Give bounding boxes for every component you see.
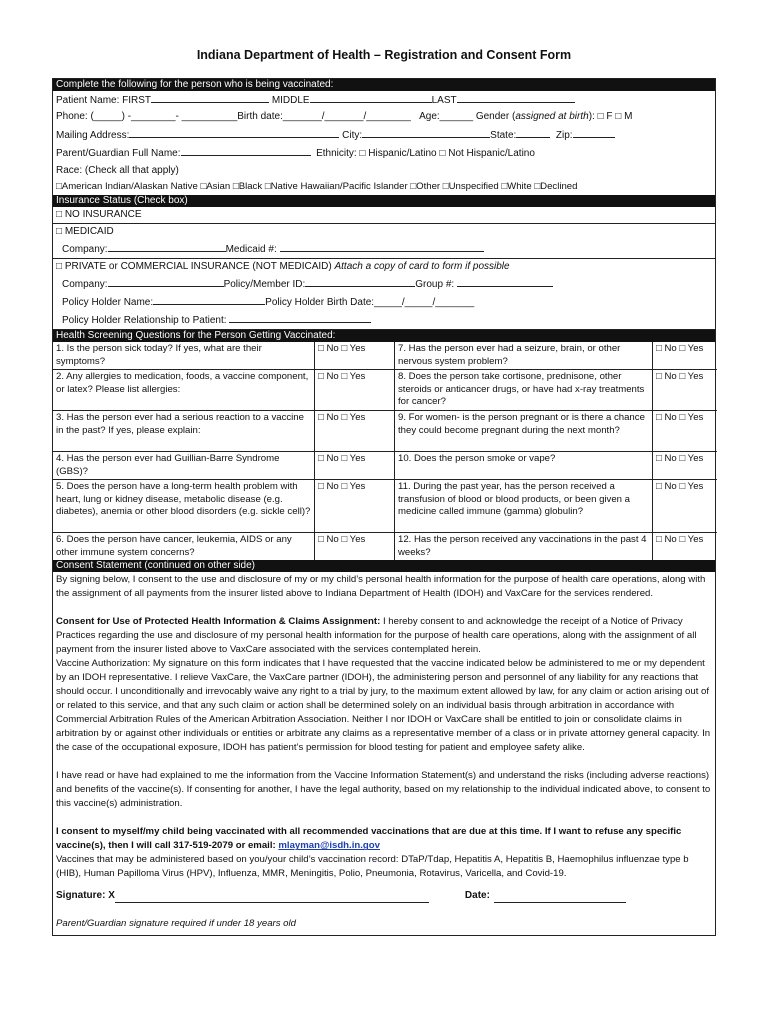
date-field[interactable] <box>494 891 626 903</box>
last-name-label: LAST <box>431 95 457 106</box>
policy-id-label: Policy/Member ID: <box>223 279 306 291</box>
consent-statement <box>56 825 712 853</box>
question-5: 5. Does the person have a long-term health problem with heart, lung or kidney disease, metabolic disease (e.g. diabetes), anemia or other blood disorders (e.g. sickle cell)? <box>53 480 315 533</box>
question-4: 4. Has the person ever had Guillian-Barre Syndrome (GBS)? <box>53 452 315 480</box>
answer-2[interactable]: □ No □ Yes <box>315 370 395 411</box>
phone-row <box>53 109 715 125</box>
state-label: State: <box>490 129 517 141</box>
answer-5[interactable]: □ No □ Yes <box>315 480 395 533</box>
race-label: Race: (Check all that apply) <box>56 164 179 176</box>
question-10: 10. Does the person smoke or vape? <box>395 452 653 480</box>
insurance-section-header: Insurance Status (Check box) <box>53 195 715 207</box>
gender-options[interactable]: ): □ F □ M <box>588 111 633 123</box>
relationship-row <box>56 311 715 329</box>
private-company-field[interactable] <box>108 275 224 287</box>
consent-section-header: Consent Statement (continued on other side) <box>53 560 715 572</box>
birth-date-field[interactable]: Birth date:_______/_______/________ <box>237 111 411 123</box>
phi-consent-text: I hereby consent to and acknowledge the receipt of a Notice of Privacy Practices regarding the use and disclosure of my personal health information for the purpose of health care operations, along with the assignment of all payment from the insurer listed above to VaxCare associated with the services contemplated herein. <box>56 616 697 656</box>
answer-4[interactable]: □ No □ Yes <box>315 452 395 480</box>
date-label: Date: <box>464 890 490 902</box>
screening-section-header: Health Screening Questions for the Person Getting Vaccinated: <box>53 330 715 342</box>
consent-statement-text: I consent to myself/my child being vaccinated with all recommended vaccinations that are due at this time. If I want to refuse any specific vaccine(s), then I will call 317-519-2079 or email: <box>56 826 682 852</box>
medicaid-details <box>56 240 715 258</box>
registration-form <box>52 48 716 936</box>
policy-holder-field[interactable] <box>153 293 265 305</box>
zip-label: Zip: <box>555 129 573 141</box>
patient-section-header: Complete the following for the person who is being vaccinated: <box>53 79 715 91</box>
screening-table <box>53 342 715 560</box>
guardian-label: Parent/Guardian Full Name: <box>56 148 181 160</box>
answer-12[interactable]: □ No □ Yes <box>656 534 704 546</box>
question-11: 11. During the past year, has the person received a transfusion of blood or blood products, or been given a medicine called immune (gamma) globulin? <box>395 480 653 533</box>
private-insurance-block <box>53 259 715 330</box>
vaccine-list: Vaccines that may be administered based on you/your child’s vaccination record: DTaP/Tdap, Hepatitis A, Hepatitis B, Haemophilus influenzae type b (HIB), Human Papilloma Virus (HPV), Influenza, MMR, Meningitis, Polio, Pneumonia, Rotavirus, Varicella, and Covid-19. <box>56 854 689 880</box>
phone-field[interactable]: Phone: (_____) -________- __________ <box>56 111 238 123</box>
vaccine-authorization: Vaccine Authorization: My signature on this form indicates that I have requested that the vaccine indicated below be administered to me or my dependent by an IDOH representative. I relieve VaxCare, the VaxCare partner (IDOH), the administering person and personnel of any liability for any reactions that should occur. I unconditionally and irrevocably waive any right to a trial by jury, to the maximum extent allowed by law, for any claim or action arising out of or related to this service, and that any such claim or action shall be determined solely on an individual basis through arbitration in accordance with Commercial Arbitration Rules of the American Arbitration Association. Neither I nor IDOH or VaxCare shall be entitled to join or consolidate claims in arbitration by or against other individuals or entities or arbitrate any claims as a representative member of a class or in private attorney general capacity. In the case of the occupational exposure, IDOH has patient’s permission for blood testing for patient and employee safety alike. <box>56 658 711 754</box>
answer-7[interactable]: □ No □ Yes <box>653 342 717 370</box>
mailing-label: Mailing Address: <box>56 129 130 141</box>
question-3: 3. Has the person ever had a serious reaction to a vaccine in the past? If yes, please explain: <box>53 411 315 452</box>
ethnicity-options[interactable]: Ethnicity: □ Hispanic/Latino □ Not Hispanic/Latino <box>316 148 535 160</box>
age-field[interactable]: Age:______ <box>419 111 474 123</box>
private-company-label: Company: <box>62 279 108 291</box>
question-7: 7. Has the person ever had a seizure, brain, or other nervous system problem? <box>395 342 653 370</box>
signature-field[interactable] <box>115 891 429 903</box>
policy-holder-label: Policy Holder Name: <box>62 297 154 309</box>
guardian-field[interactable] <box>181 144 311 156</box>
policy-holder-row <box>56 293 715 311</box>
group-field[interactable] <box>457 275 553 287</box>
gender-note: assigned at birth <box>515 111 589 123</box>
private-insurance-note: Attach a copy of card to form if possible <box>334 261 510 273</box>
mailing-row <box>53 126 715 144</box>
medicaid-number-label: Medicaid #: <box>225 244 277 256</box>
consent-body <box>53 572 715 935</box>
group-label: Group #: <box>415 279 455 291</box>
question-12: 12. Has the person received any vaccinations in the past 4 weeks? <box>395 533 653 560</box>
mailing-field[interactable] <box>129 126 339 138</box>
policy-holder-birth-field[interactable]: Policy Holder Birth Date:_____/_____/_______ <box>265 297 475 309</box>
medicaid-company-label: Company: <box>62 244 108 256</box>
answer-9[interactable]: □ No □ Yes <box>653 411 717 452</box>
last-name-field[interactable] <box>457 91 575 103</box>
signature-label: Signature: X <box>56 890 115 902</box>
first-name-field[interactable] <box>151 91 269 103</box>
answer-1[interactable]: □ No □ Yes <box>315 342 395 370</box>
answer-3[interactable]: □ No □ Yes <box>315 411 395 452</box>
consent-paragraph-2 <box>56 615 712 657</box>
answer-6[interactable]: □ No □ Yes <box>315 533 395 560</box>
vis-acknowledgement: I have read or have had explained to me the information from the Vaccine Information Statement(s) and understand the risks (including adverse reactions) and benefits of the vaccine(s). If consenting for another, I have the legal authority, based on my relationship to the individual indicated above, to consent to this vaccine(s) administration. <box>56 770 711 810</box>
answer-10[interactable]: □ No □ Yes <box>653 452 717 480</box>
private-insurance-checkbox[interactable]: □ PRIVATE or COMMERCIAL INSURANCE (NOT MEDICAID) <box>56 261 335 273</box>
policy-id-field[interactable] <box>305 275 415 287</box>
signature-row <box>56 889 712 903</box>
form-box <box>52 78 716 936</box>
page-title: Indiana Department of Health – Registration and Consent Form <box>196 48 572 62</box>
question-1: 1. Is the person sick today? If yes, what are their symptoms? <box>53 342 315 370</box>
question-9: 9. For women- is the person pregnant or is there a chance they could become pregnant during the next month? <box>395 411 653 452</box>
city-label: City: <box>342 129 363 141</box>
relationship-field[interactable] <box>229 311 371 323</box>
middle-name-label: MIDDLE <box>271 95 310 106</box>
question-6: 6. Does the person have cancer, leukemia, AIDS or any other immune system concerns? <box>53 533 315 560</box>
answer-8[interactable]: □ No □ Yes <box>653 370 717 411</box>
consent-paragraph-1: By signing below, I consent to the use and disclosure of my or my child’s personal health information for the purpose of health care operations, along with the assignment of all payments from the insurer listed above to Indiana Department of Health (IDOH) and VaxCare for the services rendered. <box>56 574 706 600</box>
private-insurance-row <box>56 259 715 275</box>
first-name-label: Patient Name: FIRST <box>56 95 152 106</box>
medicaid-company-field[interactable] <box>108 240 226 252</box>
gender-label: Gender ( <box>475 111 516 123</box>
phi-consent-heading: Consent for Use of Protected Health Information & Claims Assignment: <box>56 616 381 628</box>
medicaid-number-field[interactable] <box>280 240 484 252</box>
guardian-signature-note: Parent/Guardian signature required if under 18 years old <box>56 918 296 930</box>
private-company-row <box>56 275 715 293</box>
race-options[interactable]: □American Indian/Alaskan Native □Asian □Black □Native Hawaiian/Pacific Islander □Other □Unspecified □White □Declined <box>56 181 578 193</box>
guardian-row <box>53 144 715 162</box>
state-field[interactable] <box>516 126 550 138</box>
city-field[interactable] <box>362 126 490 138</box>
medicaid-checkbox[interactable]: □ MEDICAID <box>56 226 114 238</box>
answer-11[interactable]: □ No □ Yes <box>653 480 717 533</box>
middle-name-field[interactable] <box>310 91 432 103</box>
relationship-label: Policy Holder Relationship to Patient: <box>62 315 227 327</box>
question-2: 2. Any allergies to medication, foods, a vaccine component, or latex? Please list allergies: <box>53 370 315 411</box>
no-insurance-checkbox[interactable]: □ NO INSURANCE <box>53 207 715 224</box>
zip-field[interactable] <box>573 126 615 138</box>
patient-name-row <box>53 91 715 109</box>
contact-email-link[interactable]: mlayman@isdh.in.gov <box>278 840 380 852</box>
medicaid-block <box>53 224 715 259</box>
question-8: 8. Does the person take cortisone, prednisone, other steroids or anticancer drugs, or have had x-ray treatments for cancer? <box>395 370 653 411</box>
